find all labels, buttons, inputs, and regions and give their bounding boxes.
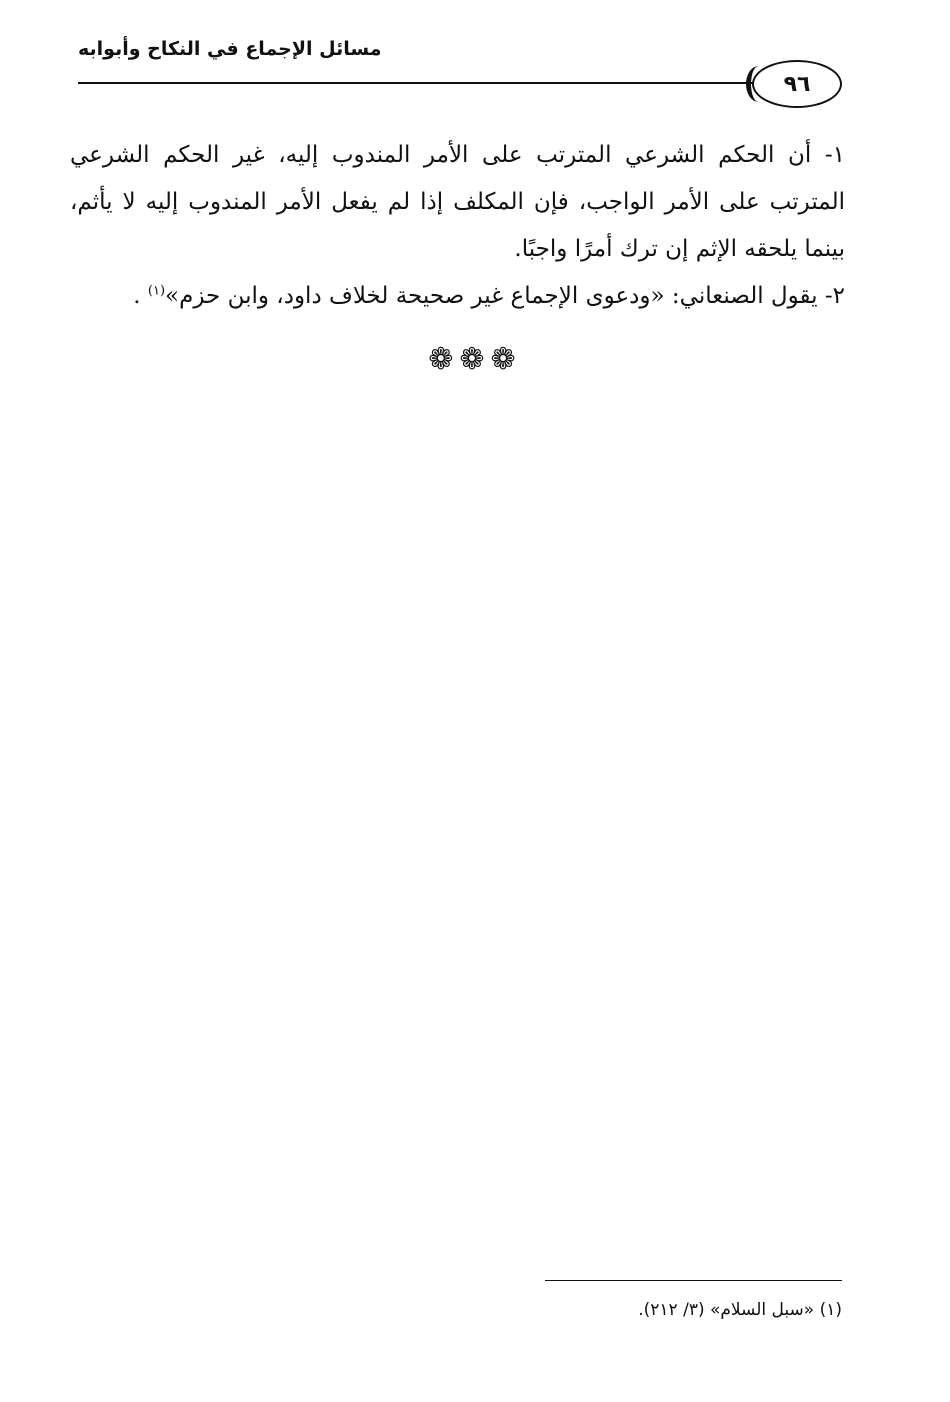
- paragraph-2: [70, 273, 845, 320]
- footnote-rule: [545, 1280, 842, 1281]
- paragraph-1: ١- أن الحكم الشرعي المترتب على الأمر المندوب إليه، غير الحكم الشرعي المترتب على الأمر الواجب، فإن المكلف إذا لم يفعل الأمر المندوب إليه لا يأثم، بينما يلحقه الإثم إن ترك أمرًا واجبًا.: [70, 142, 845, 262]
- page-number-badge: [752, 60, 842, 108]
- footnote-1: (١) «سبل السلام» (٣/ ٢١٢).: [638, 1300, 842, 1320]
- paragraph-2-text: ٢- يقول الصنعاني: «ودعوى الإجماع غير صحيحة لخلاف داود، وابن حزم»: [165, 283, 845, 309]
- header-rule: [78, 82, 768, 84]
- page-number: ٩٦: [783, 71, 811, 97]
- section-separator-ornament: ❁❁❁: [428, 342, 522, 377]
- running-header-title: مسائل الإجماع في النكاح وأبوابه: [78, 38, 382, 60]
- paragraph-2-end: .: [133, 283, 148, 309]
- body-text: [70, 132, 845, 320]
- footnote-reference: (١): [147, 283, 166, 299]
